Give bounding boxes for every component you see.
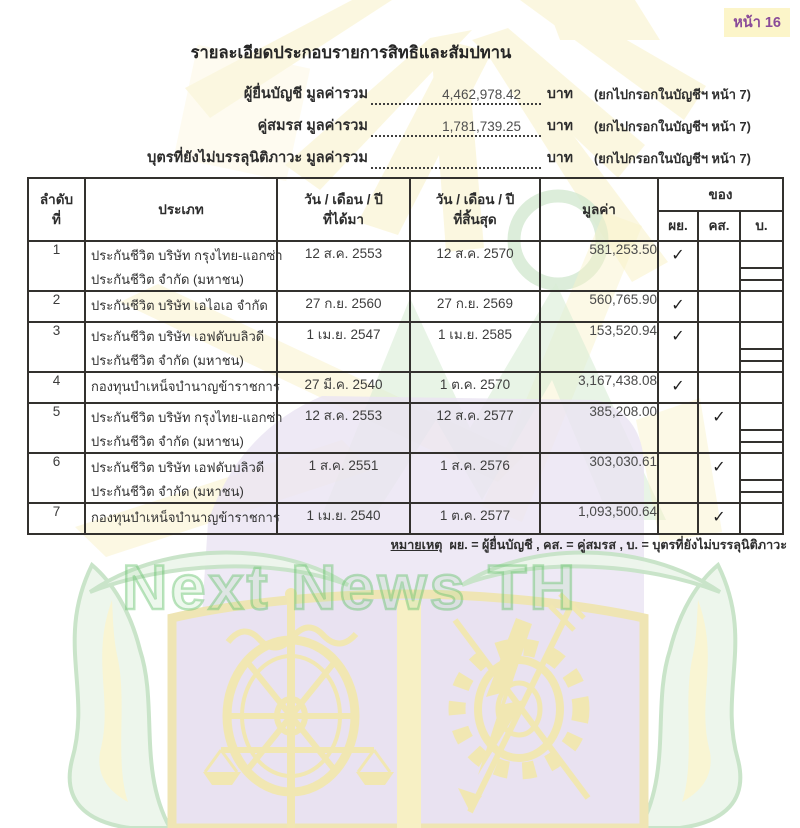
summary-label: คู่สมรส มูลค่ารวม — [257, 118, 368, 134]
header-owner-spouse: คส. — [698, 211, 740, 241]
table-row — [28, 322, 783, 372]
footnote-text: ผย. = ผู้ยื่นบัญชี , คส. = คู่สมรส , บ. = บุตรที่ยังไม่บรรลุนิติภาวะ — [449, 538, 787, 552]
cell-owner-3 — [740, 241, 783, 291]
page-title: รายละเอียดประกอบรายการสิทธิและสัมปทาน — [190, 44, 512, 62]
cell-type: ประกันชีวิต บริษัท เอฟดับบลิวดี ประกันชีวิต จำกัด (มหาชน) — [85, 453, 277, 503]
check-icon: ✓ — [671, 378, 685, 395]
table-row — [28, 403, 783, 453]
check-icon: ✓ — [712, 409, 726, 426]
currency-unit: บาท — [547, 85, 573, 101]
cell-value: 385,208.00 — [540, 403, 658, 453]
cell-owner-3 — [740, 503, 783, 534]
cell-no: 7 — [28, 503, 85, 534]
cell-no: 2 — [28, 291, 85, 322]
sub-divider-line — [740, 348, 783, 350]
table-row — [28, 291, 783, 322]
table-body — [28, 241, 783, 534]
check-icon: ✓ — [671, 297, 685, 314]
check-icon: ✓ — [671, 247, 685, 264]
table-row — [28, 241, 783, 291]
currency-unit: บาท — [547, 149, 573, 165]
summary-row-minor-children — [27, 137, 789, 169]
summary-amount: 4,462,978.42 — [442, 87, 521, 102]
cell-no: 1 — [28, 241, 85, 291]
cell-owner-2 — [698, 403, 740, 453]
summary-label: ผู้ยื่นบัญชี มูลค่ารวม — [243, 86, 368, 102]
sub-divider-line — [740, 491, 783, 493]
cell-date-end: 27 ก.ย. 2569 — [410, 291, 540, 322]
dotted-leader — [371, 115, 541, 137]
sub-divider-line — [740, 479, 783, 481]
header-owner-declarant: ผย. — [658, 211, 698, 241]
cell-value: 1,093,500.64 — [540, 503, 658, 534]
cell-type: ประกันชีวิต บริษัท กรุงไทย-แอกซ่า ประกันชีวิต จำกัด (มหาชน) — [85, 241, 277, 291]
summary-note: (ยกไปกรอกในบัญชีฯ หน้า 7) — [593, 119, 751, 134]
dotted-leader — [371, 83, 541, 105]
cell-owner-1 — [658, 291, 698, 322]
check-icon: ✓ — [712, 459, 726, 476]
cell-no: 6 — [28, 453, 85, 503]
cell-owner-2 — [698, 241, 740, 291]
header-owner-child: บ. — [740, 211, 783, 241]
header-date-end: วัน / เดือน / ปี ที่สิ้นสุด — [410, 178, 540, 241]
cell-value: 153,520.94 — [540, 322, 658, 372]
summary-amount: 1,781,739.25 — [442, 119, 521, 134]
cell-owner-1 — [658, 453, 698, 503]
page-number-label: หน้า 16 — [724, 8, 790, 37]
header-of: ของ — [658, 178, 783, 211]
cell-value: 3,167,438.08 — [540, 372, 658, 403]
sub-divider-line — [740, 267, 783, 269]
footnote-label: หมายเหตุ — [390, 538, 443, 552]
cell-type: ประกันชีวิต บริษัท กรุงไทย-แอกซ่า ประกันชีวิต จำกัด (มหาชน) — [85, 403, 277, 453]
cell-type: ประกันชีวิต บริษัท เอฟดับบลิวดี ประกันชีวิต จำกัด (มหาชน) — [85, 322, 277, 372]
cell-type: ประกันชีวิต บริษัท เอไอเอ จำกัด — [85, 291, 277, 322]
header-no: ลำดับ ที่ — [28, 178, 85, 241]
summary-label: บุตรที่ยังไม่บรรลุนิติภาวะ มูลค่ารวม — [147, 150, 368, 166]
cell-date-acquired: 12 ส.ค. 2553 — [277, 403, 410, 453]
sub-divider-line — [740, 441, 783, 443]
cell-date-acquired: 1 เม.ย. 2547 — [277, 322, 410, 372]
cell-date-end: 12 ส.ค. 2570 — [410, 241, 540, 291]
cell-no: 3 — [28, 322, 85, 372]
cell-type: กองทุนบำเหน็จบำนาญข้าราชการ — [85, 503, 277, 534]
table-row — [28, 453, 783, 503]
cell-owner-2 — [698, 503, 740, 534]
cell-value: 303,030.61 — [540, 453, 658, 503]
summary-row-declarant — [27, 73, 789, 105]
cell-date-end: 1 ส.ค. 2576 — [410, 453, 540, 503]
cell-owner-2 — [698, 453, 740, 503]
cell-owner-2 — [698, 291, 740, 322]
summary-note: (ยกไปกรอกในบัญชีฯ หน้า 7) — [593, 151, 751, 166]
cell-no: 4 — [28, 372, 85, 403]
cell-date-acquired: 1 เม.ย. 2540 — [277, 503, 410, 534]
check-icon: ✓ — [671, 328, 685, 345]
cell-date-end: 12 ส.ค. 2577 — [410, 403, 540, 453]
summary-row-spouse — [27, 105, 789, 137]
cell-owner-3 — [740, 403, 783, 453]
cell-owner-1 — [658, 403, 698, 453]
watermark-text: Next News TH — [122, 553, 579, 623]
cell-owner-2 — [698, 322, 740, 372]
cell-date-end: 1 ต.ค. 2577 — [410, 503, 540, 534]
table-row — [28, 503, 783, 534]
cell-date-end: 1 เม.ย. 2585 — [410, 322, 540, 372]
cell-owner-1 — [658, 322, 698, 372]
header-value: มูลค่า — [540, 178, 658, 241]
cell-owner-3 — [740, 291, 783, 322]
sub-divider-line — [740, 279, 783, 281]
check-icon: ✓ — [712, 509, 726, 526]
cell-value: 560,765.90 — [540, 291, 658, 322]
summary-note: (ยกไปกรอกในบัญชีฯ หน้า 7) — [593, 87, 751, 102]
sub-divider-line — [740, 360, 783, 362]
table-row — [28, 372, 783, 403]
rights-concessions-table — [27, 177, 784, 535]
summary-section — [27, 73, 789, 169]
cell-date-acquired: 27 มี.ค. 2540 — [277, 372, 410, 403]
cell-date-acquired: 12 ส.ค. 2553 — [277, 241, 410, 291]
cell-owner-1 — [658, 241, 698, 291]
header-type: ประเภท — [85, 178, 277, 241]
cell-owner-1 — [658, 372, 698, 403]
cell-owner-3 — [740, 453, 783, 503]
cell-owner-1 — [658, 503, 698, 534]
footnote — [391, 535, 787, 555]
header-date-acquired: วัน / เดือน / ปี ที่ได้มา — [277, 178, 410, 241]
currency-unit: บาท — [547, 117, 573, 133]
cell-owner-3 — [740, 322, 783, 372]
sub-divider-line — [740, 429, 783, 431]
dotted-leader — [371, 147, 541, 169]
cell-value: 581,253.50 — [540, 241, 658, 291]
cell-owner-3 — [740, 372, 783, 403]
cell-date-end: 1 ต.ค. 2570 — [410, 372, 540, 403]
cell-date-acquired: 27 ก.ย. 2560 — [277, 291, 410, 322]
cell-type: กองทุนบำเหน็จบำนาญข้าราชการ — [85, 372, 277, 403]
cell-owner-2 — [698, 372, 740, 403]
cell-no: 5 — [28, 403, 85, 453]
cell-date-acquired: 1 ส.ค. 2551 — [277, 453, 410, 503]
